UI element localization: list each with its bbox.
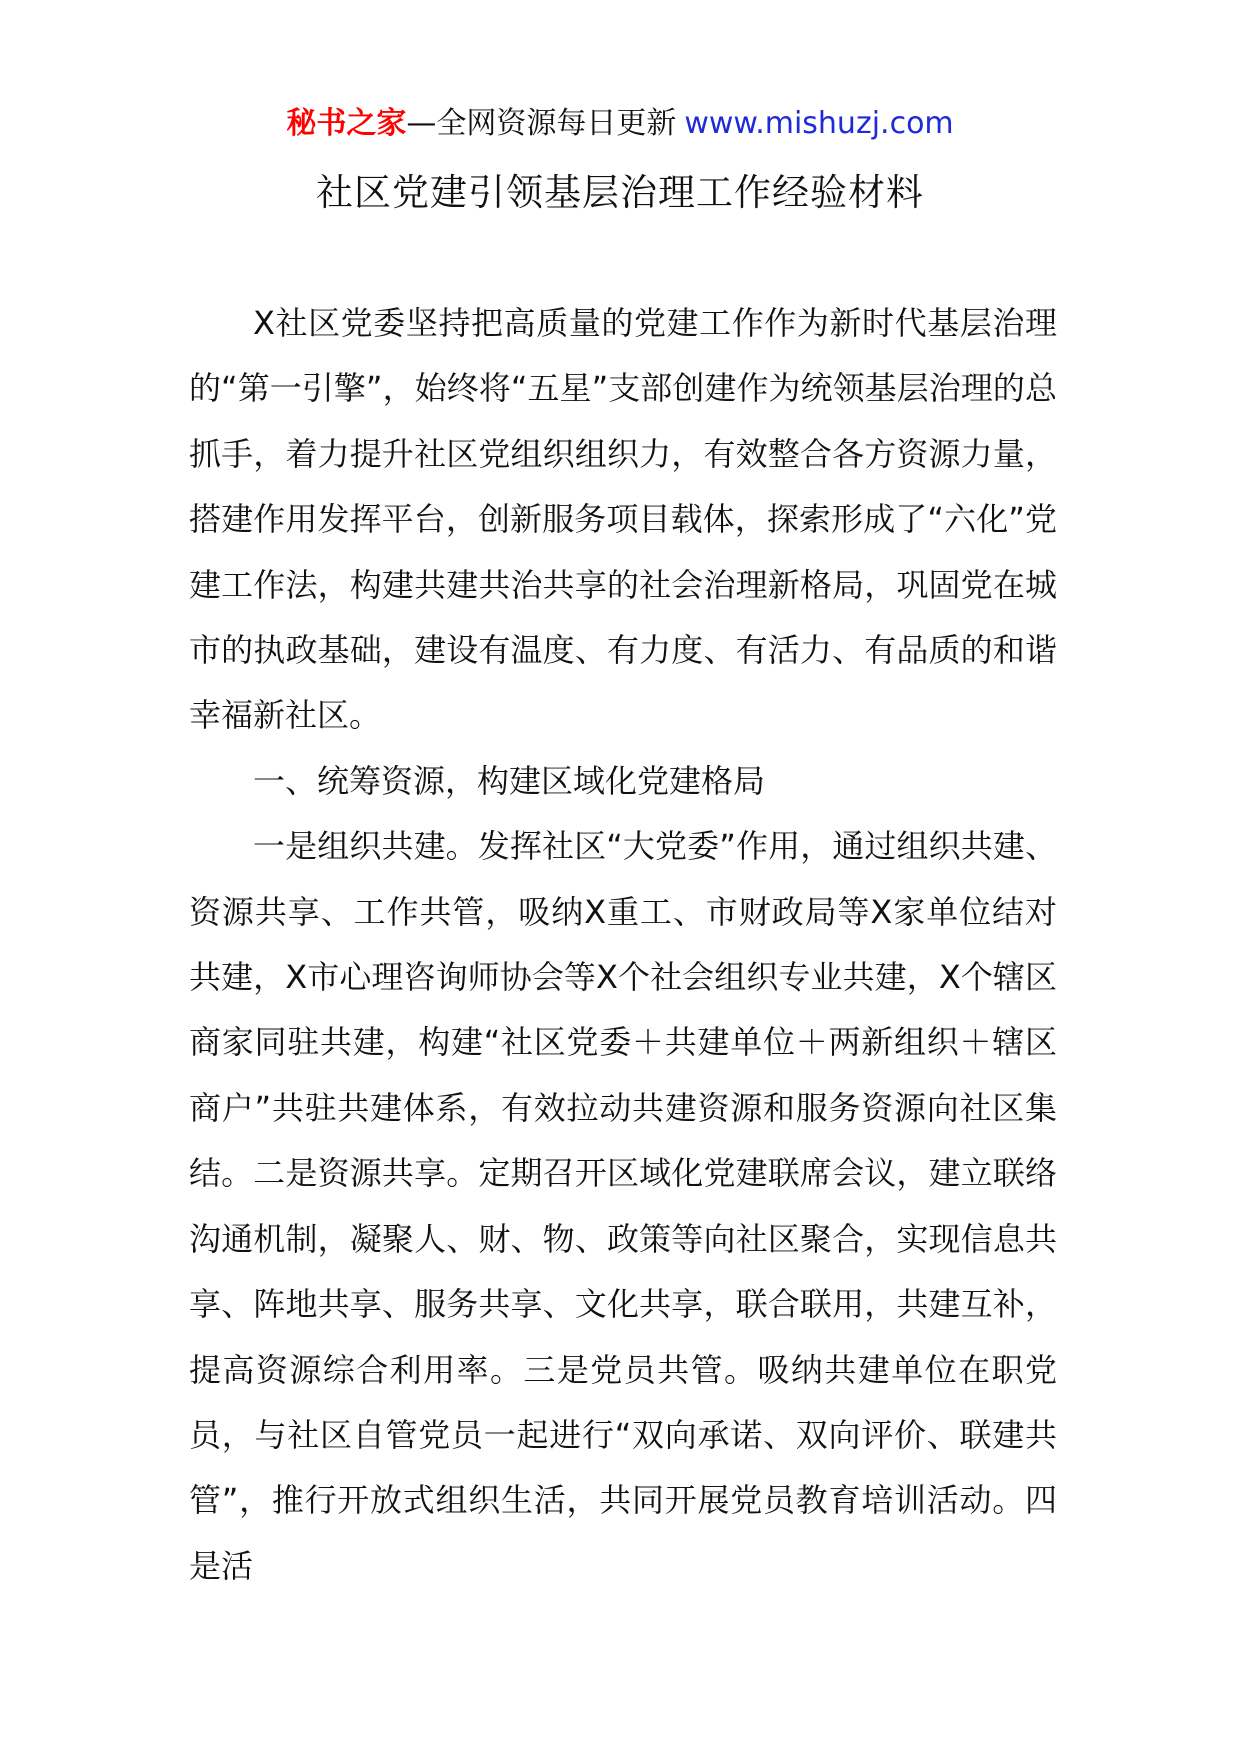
- section-heading-1: 一、统筹资源，构建区域化党建格局: [253, 761, 766, 800]
- document-body: [189, 291, 1057, 1599]
- document-title: 社区党建引领基层治理工作经验材料: [316, 171, 924, 214]
- section-1-paragraph: 一是组织共建。发挥社区“大党委”作用，通过组织共建、资源共享、工作共管，吸纳X重工、市财政局等X家单位结对共建，X市心理咨询师协会等X个社会组织专业共建，X个辖区商家同驻共建，构建“社区党委＋共建单位＋两新组织＋辖区商户”共驻共建体系，有效拉动共建资源和服务资源向社区集结。二是资源共享。定期召开区域化党建联席会议，建立联络沟通机制，凝聚人、财、物、政策等向社区聚合，实现信息共享、阵地共享、服务共享、文化共享，联合联用，共建互补，提高资源综合利用率。三是党员共管。吸纳共建单位在职党员，与社区自管党员一起进行“双向承诺、双向评价、联建共管”，推行开放式组织生活，共同开展党员教育培训活动。四是活: [189, 827, 1057, 1585]
- intro-paragraph: X社区党委坚持把高质量的党建工作作为新时代基层治理的“第一引擎”，始终将“五星”支部创建作为统领基层治理的总抓手，着力提升社区党组织组织力，有效整合各方资源力量，搭建作用发挥平台，创新服务项目载体，探索形成了“六化”党建工作法，构建共建共治共享的社会治理新格局，巩固党在城市的执政基础，建设有温度、有力度、有活力、有品质的和谐幸福新社区。: [189, 304, 1057, 735]
- site-url[interactable]: www.mishuzj.com: [684, 106, 954, 141]
- site-header: [0, 100, 1240, 148]
- site-name: 秘书之家: [286, 106, 407, 141]
- site-tagline: —全网资源每日更新: [406, 106, 677, 141]
